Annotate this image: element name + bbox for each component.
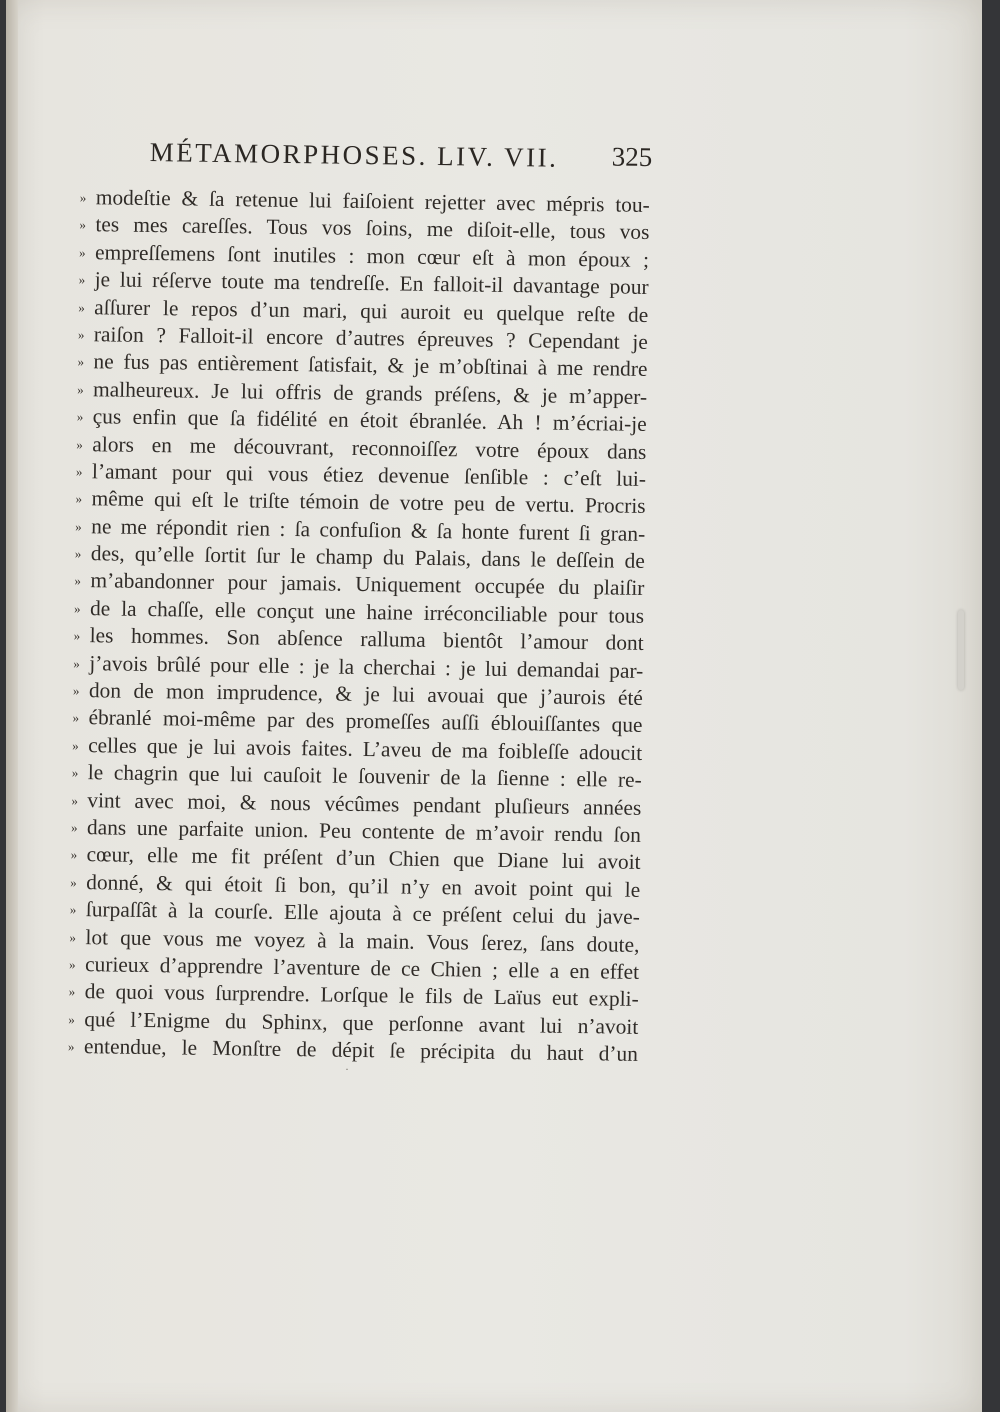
quotation-mark: » (73, 655, 80, 671)
quotation-mark: » (77, 326, 85, 343)
line-text: empreſſemens ſont inutiles : mon cœur eſt à mon époux ; (94, 239, 650, 272)
line-text: aſſurer le repos d’un mari, qui auroit eu quelque reſte de (94, 294, 649, 327)
line-text: vint avec moi, & nous vécûmes pendant pluſieurs années (87, 787, 642, 820)
quotation-mark: » (70, 819, 78, 836)
line-text: don de mon imprudence, & je lui avouai que j’aurois été (88, 678, 644, 710)
quotation-mark: » (78, 272, 86, 288)
quotation-mark: » (72, 710, 80, 726)
line-text: lot que vous me voyez à la main. Vous ſerez, ſans doute, (85, 924, 640, 957)
quotation-mark: » (76, 436, 83, 452)
line-text: qué l’Enigme du Sphinx, que perſonne avant lui n’avoit (84, 1006, 639, 1039)
quotation-mark: » (68, 1011, 75, 1027)
line-text: çus enfin que ſa fidélité en étoit ébranlée. Ah ! m’écriai-je (92, 404, 647, 437)
line-text: même qui eſt le triſte témoin de votre peu de vertu. Procris (91, 486, 646, 519)
quotation-mark: » (69, 902, 77, 918)
quotation-mark: » (71, 792, 79, 808)
quotation-mark: » (77, 354, 85, 370)
page-tab-marker (958, 610, 964, 690)
quotation-mark: » (79, 189, 87, 206)
printer-mark: · (345, 1062, 349, 1076)
line-text: cœur, elle me fit préſent d’un Chien que Diane lui avoit (86, 842, 641, 875)
quotation-mark: » (74, 573, 82, 589)
line-text: entendue, le Monſtre de dépit ſe précipita du haut d’un (83, 1034, 639, 1066)
line-text: m’abandonner pour jamais. Uniquement occupée du plaiſir (90, 568, 645, 601)
line-text: ne fus pas entièrement ſatisfait, & je m’obſtinai à me rendre (93, 349, 648, 382)
line-text: ſurpaſſât à la courſe. Elle ajouta à ce préſent celui du jave- (85, 897, 640, 930)
line-text: alors en me découvrant, reconnoiſſez votre époux dans (92, 431, 647, 464)
line-text: de quoi vous ſurprendre. Lorſque le fils de Laïus eut expli- (84, 979, 639, 1012)
line-text: ne me répondit rien : ſa confuſion & ſa honte furent ſi gran- (91, 513, 646, 546)
line-text: les hommes. Son abſence ralluma bientôt l’amour dont (89, 623, 644, 656)
line-text: de la chaſſe, elle conçut une haine irréconciliable pour tous (89, 596, 645, 628)
line-text: curieux d’apprendre l’aventure de ce Chien ; elle a en effet (84, 952, 640, 984)
quotation-mark: » (68, 984, 76, 1000)
quotation-mark: » (73, 628, 81, 644)
quotation-mark: » (73, 600, 81, 616)
quotation-mark: » (71, 765, 79, 781)
line-text: malheureux. Je lui offris de grands préſens, & je m’apper- (92, 376, 648, 409)
quotation-mark: » (70, 874, 77, 890)
quotation-mark: » (69, 929, 77, 945)
quotation-mark: » (68, 956, 76, 972)
running-title: MÉTAMORPHOSES. LIV. VII. (149, 137, 559, 173)
line-text: celles que je lui avois faites. L’aveu de ma foibleſſe adoucit (88, 732, 643, 765)
line-text: j’avois brûlé pour elle : je la cherchai : je lui demandai par- (89, 650, 644, 683)
quotation-mark: » (75, 463, 83, 479)
quotation-mark: » (76, 409, 84, 425)
quotation-mark: » (75, 491, 83, 507)
page-number: 325 (611, 141, 653, 173)
page-binding-edge (6, 0, 18, 1412)
line-text: dans une parfaite union. Peu contente de m’avoir rendu ſon (86, 815, 642, 847)
quotation-mark: » (67, 1039, 75, 1055)
line-text: l’amant pour qui vous étiez devenue ſenſible : c’eſt lui- (91, 459, 647, 491)
quotation-mark: » (70, 847, 78, 863)
quotation-mark: » (78, 299, 85, 315)
quotation-mark: » (75, 518, 82, 534)
line-text: des, qu’elle ſortit ſur le champ du Palais, dans le deſſein de (90, 541, 645, 573)
line-text: modeſtie & ſa retenue lui faiſoient rejetter avec mépris tou- (95, 185, 650, 217)
body-text (68, 184, 650, 1068)
line-text: ébranlé moi-même par des promeſſes auſſi éblouiſſantes que (88, 705, 643, 738)
line-text: je lui réſerve toute ma tendreſſe. En falloit-il davantage pour (94, 267, 649, 300)
quotation-mark: » (77, 381, 84, 397)
line-text: tes mes careſſes. Tous vos ſoins, me diſoit-elle, tous vos (95, 212, 650, 245)
quotation-mark: » (72, 737, 79, 753)
line-text: le chagrin que lui cauſoit le ſouvenir de la ſienne : elle re- (87, 760, 642, 793)
quotation-mark: » (74, 546, 82, 562)
line-text: raiſon ? Falloit-il encore d’autres épreuves ? Cependant je (93, 322, 649, 354)
quotation-mark: » (78, 244, 86, 260)
quotation-mark: » (79, 217, 87, 233)
quotation-mark: » (72, 682, 80, 699)
line-text: donné, & qui étoit ſi bon, qu’il n’y en avoit point qui le (86, 869, 641, 902)
